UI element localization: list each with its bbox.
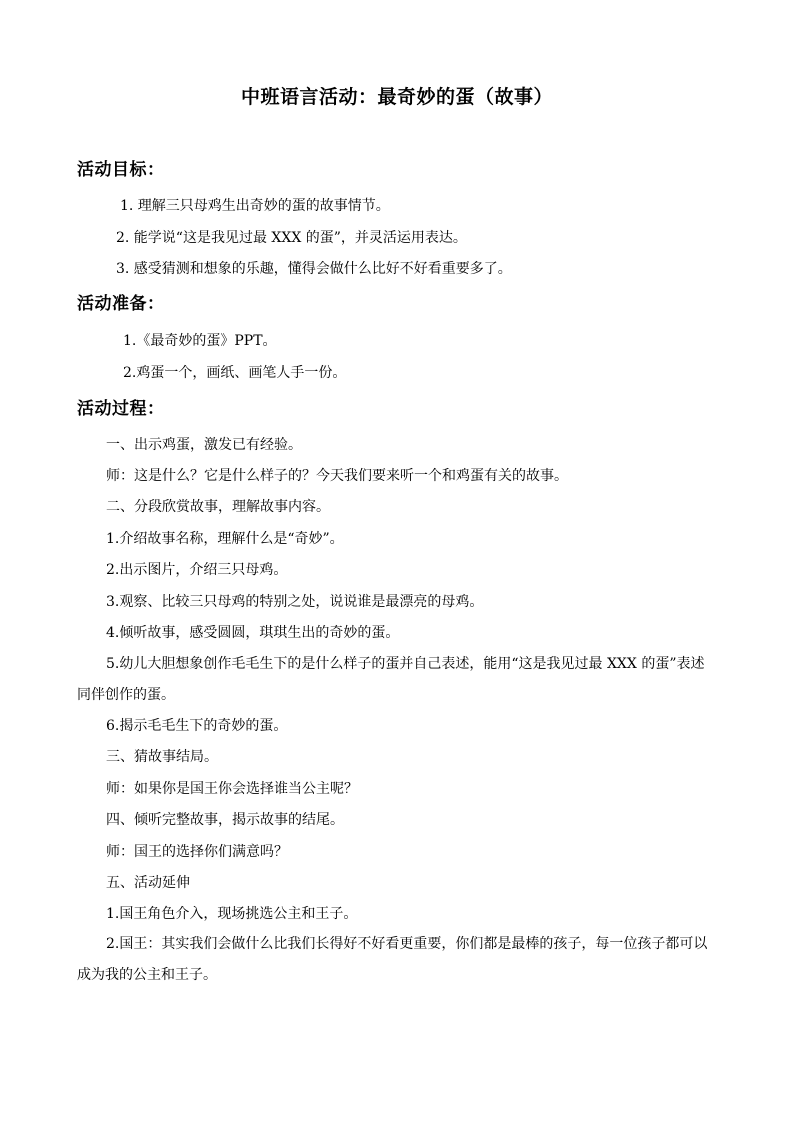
process-line-5: 2.出示图片，介绍三只母鸡。	[106, 562, 288, 578]
section-heading-goals: 活动目标：	[77, 160, 165, 180]
document-title: 中班语言活动：最奇妙的蛋（故事）	[240, 86, 553, 108]
process-line-13: 五、活动延伸	[106, 875, 190, 891]
process-line-9: 三、猜故事结局。	[106, 749, 218, 765]
process-line-1: 一、出示鸡蛋，激发已有经验。	[106, 437, 302, 453]
process-line-3: 二、分段欣赏故事，理解故事内容。	[106, 499, 330, 515]
process-paragraph-last: 2.国王：其实我们会做什么比我们长得好不好看更重要，你们都是最棒的孩子，每一位孩子都可以成为我的公主和王子。	[77, 936, 708, 983]
preparation-item-2: 2.鸡蛋一个，画纸、画笔人手一份。	[123, 365, 347, 381]
process-line-14: 1.国王角色介入，现场挑选公主和王子。	[106, 906, 358, 922]
process-line-8: 6.揭示毛毛生下的奇妙的蛋。	[106, 718, 288, 734]
process-line-11: 四、倾听完整故事，揭示故事的结尾。	[106, 812, 344, 828]
process-line-7: 4.倾听故事，感受圆圆，琪琪生出的奇妙的蛋。	[106, 625, 400, 641]
process-line-12: 师：国王的选择你们满意吗？	[106, 844, 288, 860]
goal-item-1: 1. 理解三只母鸡生出奇妙的蛋的故事情节。	[120, 198, 390, 214]
process-line-4: 1.介绍故事名称，理解什么是“奇妙”。	[106, 531, 344, 547]
section-heading-preparation: 活动准备：	[77, 294, 165, 314]
process-line-2: 师：这是什么？它是什么样子的？今天我们要来听一个和鸡蛋有关的故事。	[106, 468, 568, 484]
section-heading-process: 活动过程：	[77, 399, 165, 419]
goal-item-3: 3. 感受猜测和想象的乐趣，懂得会做什么比好不好看重要多了。	[116, 261, 512, 277]
process-paragraph-5: 5.幼儿大胆想象创作毛毛生下的是什么样子的蛋并自己表述，能用“这是我见过最 XXX 的蛋”表述同伴创作的蛋。	[77, 656, 705, 703]
goal-item-2: 2. 能学说“这是我见过最 XXX 的蛋”，并灵活运用表达。	[116, 230, 467, 246]
process-line-10: 师：如果你是国王你会选择谁当公主呢？	[106, 781, 358, 797]
process-line-6: 3.观察、比较三只母鸡的特别之处，说说谁是最漂亮的母鸡。	[106, 594, 484, 610]
preparation-item-1: 1.《最奇妙的蛋》PPT。	[123, 333, 277, 349]
